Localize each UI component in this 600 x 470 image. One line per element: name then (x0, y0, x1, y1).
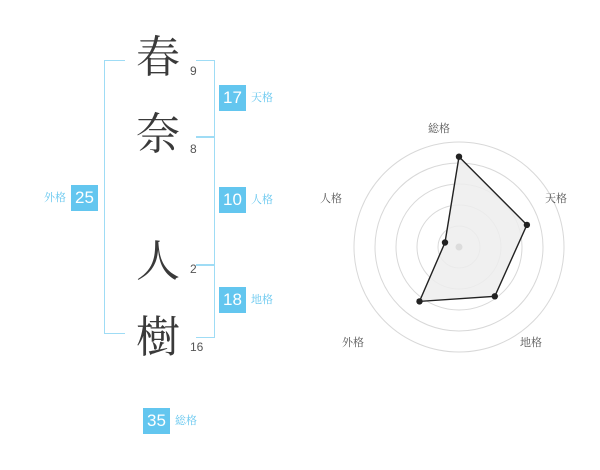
kanji-char-3: 人 (136, 236, 180, 287)
bracket-tenkaku (196, 60, 215, 138)
score-chikaku-label: 地格 (251, 294, 273, 306)
score-soukaku-label: 総格 (175, 415, 197, 427)
stroke-count-2: 8 (190, 142, 197, 156)
score-gaikaku-value: 25 (71, 185, 98, 211)
kanji-char-1: 春 (136, 32, 180, 83)
score-tenkaku-value: 17 (219, 85, 246, 111)
bracket-jinkaku (196, 136, 215, 266)
stroke-count-4: 16 (190, 340, 204, 354)
axis-label-tenkaku: 天格 (545, 193, 567, 205)
radar-chart-svg (320, 0, 600, 470)
score-jinkaku-label: 人格 (251, 194, 273, 206)
kanji-char-2: 奈 (136, 109, 180, 160)
axis-label-gaikaku: 外格 (342, 337, 364, 349)
axis-label-soukaku: 総格 (428, 123, 450, 135)
score-tenkaku-label: 天格 (251, 92, 273, 104)
radar-chart-panel (320, 0, 600, 470)
score-gaikaku-label: 外格 (44, 192, 66, 204)
stroke-count-3: 2 (190, 262, 197, 276)
axis-label-jinkaku: 人格 (320, 193, 342, 205)
score-soukaku-value: 35 (143, 408, 170, 434)
kanji-char-4: 樹 (136, 312, 180, 363)
bracket-outer (104, 60, 125, 334)
stroke-count-1: 9 (190, 64, 197, 78)
axis-label-chikaku: 地格 (520, 337, 542, 349)
bracket-chikaku (196, 264, 215, 338)
score-chikaku-value: 18 (219, 287, 246, 313)
score-jinkaku-value: 10 (219, 187, 246, 213)
